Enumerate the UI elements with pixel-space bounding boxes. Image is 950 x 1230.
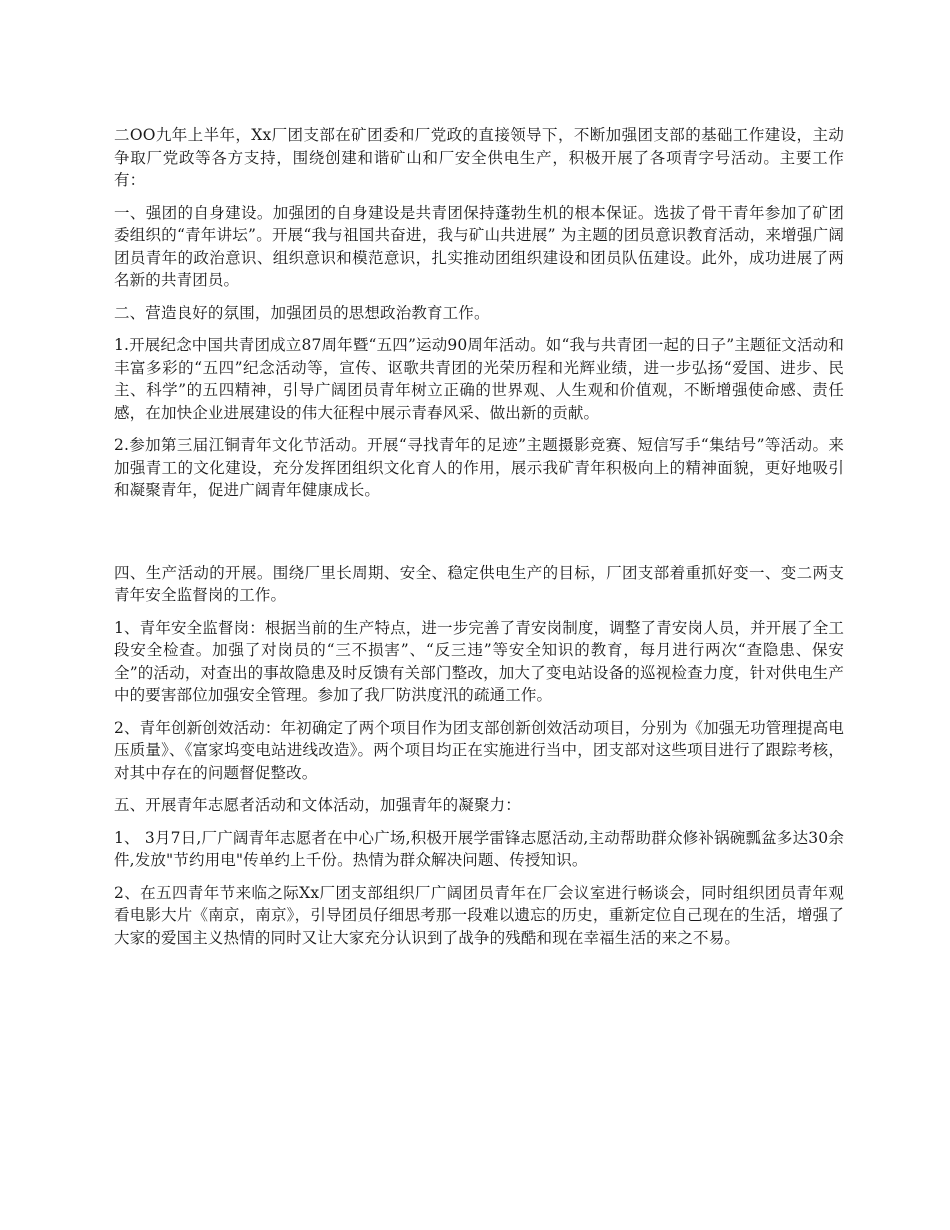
document-page [114, 124, 844, 959]
paragraph-item-5-1: 1、 3月7日,厂广阔青年志愿者在中心广场,积极开展学雷锋志愿活动,主动帮助群众修补锅碗瓢盆多达30余件,发放"节约用电"传单约上千份。热情为群众解决问题、传授知识。 [114, 828, 844, 869]
paragraph-section-two-heading: 二、营造良好的氛围，加强团员的思想政治教育工作。 [114, 303, 490, 322]
paragraph-intro: 二OO九年上半年，Xx厂团支部在矿团委和厂党政的直接领导下，不断加强团支部的基础工作建设，主动争取厂党政等各方支持，围绕创建和谐矿山和厂安全供电生产，积极开展了各项青字号活动。主要工作有： [114, 126, 844, 189]
paragraph-item-4-2: 2、青年创新创效活动：年初确定了两个项目作为团支部创新创效活动项目，分别为《加强无功管理提高电压质量》、《富家坞变电站进线改造》。两个项目均正在实施进行当中，团支部对这些项目进行了跟踪考核，对其中存在的问题督促整改。 [114, 718, 844, 782]
paragraph-section-one: 一、强团的自身建设。加强团的自身建设是共青团保持蓬勃生机的根本保证。选拔了骨干青年参加了矿团委组织的“青年讲坛”。开展“我与祖国共奋进，我与矿山共进展” 为主题的团员意识教育活动，来增强广阔团员青年的政治意识、组织意识和模范意识，扎实推动团组织建设和团员队伍建设。此外，成功进展了两名新的共青团员。 [114, 203, 844, 289]
paragraph-item-4-1: 1、青年安全监督岗：根据当前的生产特点，进一步完善了青安岗制度，调整了青安岗人员，并开展了全工段安全检查。加强了对岗员的“三不损害”、“反三违”等安全知识的教育，每月进行两次“查隐患、保安全”的活动，对查出的事故隐患及时反馈有关部门整改，加大了变电站设备的巡视检查力度，针对供电生产中的要害部位加强安全管理。参加了我厂防洪度汛的疏通工作。 [114, 618, 844, 704]
paragraph-item-5-2: 2、在五四青年节来临之际Xx厂团支部组织厂广阔团员青年在厂会议室进行畅谈会，同时组织团员青年观看电影大片《南京，南京》，引导团员仔细思考那一段难以遗忘的历史，重新定位自己现在的生活，增强了大家的爱国主义热情的同时又让大家充分认识到了战争的残酷和现在幸福生活的来之不易。 [114, 883, 844, 947]
paragraph-section-five-heading: 五、开展青年志愿者活动和文体活动，加强青年的凝聚力： [114, 796, 521, 814]
paragraph-item-2-2: 2.参加第三届江铜青年文化节活动。开展“寻找青年的足迹”主题摄影竞赛、短信写手“集结号”等活动。来加强青工的文化建设，充分发挥团组织文化育人的作用，展示我矿青年积极向上的精神面貌，更好地吸引和凝聚青年，促进广阔青年健康成长。 [114, 436, 844, 499]
paragraph-section-four: 四、生产活动的开展。围绕厂里长周期、安全、稳定供电生产的目标，厂团支部着重抓好变一、变二两支青年安全监督岗的工作。 [114, 563, 844, 604]
paragraph-item-2-1: 1.开展纪念中国共青团成立87周年暨“五四”运动90周年活动。如“我与共青团一起的日子”主题征文活动和丰富多彩的“五四”纪念活动等，宣传、讴歌共青团的光荣历程和光辉业绩，进一步弘扬“爱国、进步、民主、科学”的五四精神，引导广阔团员青年树立正确的世界观、人生观和价值观，不断增强使命感、责任感，在加快企业进展建设的伟大征程中展示青春风采、做出新的贡献。 [114, 336, 844, 422]
section-gap [114, 512, 844, 562]
